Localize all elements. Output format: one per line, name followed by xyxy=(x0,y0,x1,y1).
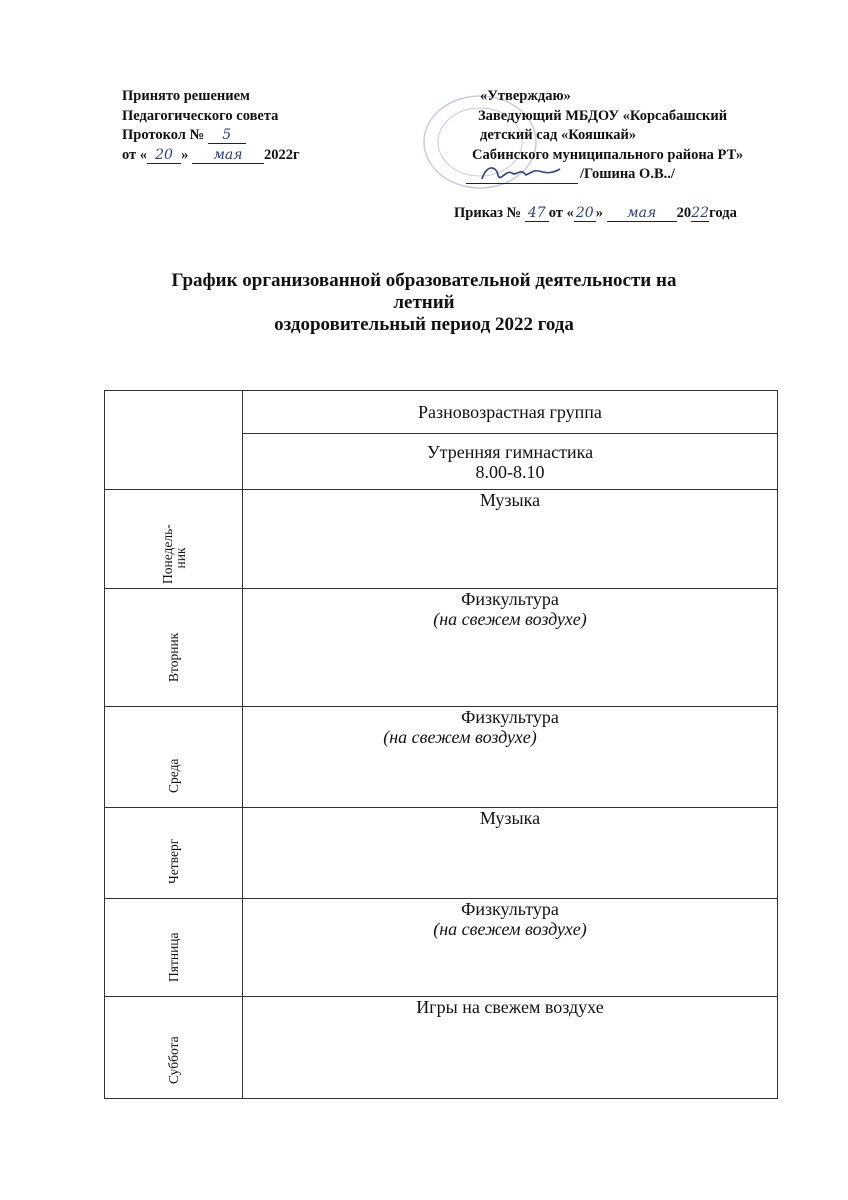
day-label-part: Понедель- xyxy=(159,524,175,584)
order-month: мая xyxy=(607,206,677,222)
title-line-3: оздоровительный период 2022 года xyxy=(274,314,574,335)
order-from: от « xyxy=(548,204,574,221)
date-month: мая xyxy=(192,148,264,164)
activity-name: Музыка xyxy=(479,490,541,510)
signature-icon xyxy=(476,161,566,187)
order-number: 47 xyxy=(525,206,549,222)
activity-name: Музыка xyxy=(479,808,541,828)
page-title xyxy=(100,270,748,336)
order-label: Приказ № xyxy=(454,204,522,221)
group-header: Разновозрастная группа xyxy=(243,391,778,434)
order-line xyxy=(454,204,806,224)
council-approval-block xyxy=(122,87,422,165)
approve-line: «Утверждаю» xyxy=(480,88,571,104)
activity-cell xyxy=(243,589,778,707)
activity-cell xyxy=(243,490,778,589)
day-label: Вторник xyxy=(165,632,181,682)
table-row xyxy=(105,899,778,997)
schedule-table xyxy=(104,390,778,1099)
activity-cell xyxy=(243,808,778,899)
council-line: Педагогического совета xyxy=(122,107,279,124)
day-cell xyxy=(105,899,243,997)
council-date-line xyxy=(122,146,422,166)
table-row xyxy=(105,707,778,808)
day-cell xyxy=(105,589,243,707)
table-row xyxy=(105,808,778,899)
activity-note: (на свежем воздухе) xyxy=(433,609,587,629)
activity-name: Физкультура xyxy=(461,589,559,609)
corner-cell xyxy=(105,391,243,490)
date-mid: » xyxy=(181,146,189,163)
district-line: Сабинского муниципального района РТ» xyxy=(472,146,744,163)
table-row xyxy=(105,589,778,707)
day-label-part: ник xyxy=(172,547,188,569)
protocol-number: 5 xyxy=(208,128,246,144)
morning-cell xyxy=(243,434,778,490)
signature-row xyxy=(466,165,806,185)
group-header-row xyxy=(105,391,778,434)
activity-cell xyxy=(243,707,778,808)
director-approval-block xyxy=(454,87,806,223)
protocol-label: Протокол № xyxy=(122,127,205,143)
day-cell xyxy=(105,997,243,1099)
day-cell xyxy=(105,808,243,899)
activity-cell xyxy=(243,997,778,1099)
morning-time: 8.00-8.10 xyxy=(475,461,545,482)
signatory-name: /Гошина О.В../ xyxy=(580,166,675,182)
day-label: Пятница xyxy=(165,932,181,982)
order-mid: » xyxy=(595,204,604,221)
title-line-1: График организованной образовательной деятельности на xyxy=(171,270,677,291)
date-prefix: от « xyxy=(122,146,148,163)
activity-cell xyxy=(243,899,778,997)
date-day: 20 xyxy=(147,148,181,164)
day-label xyxy=(159,524,188,584)
kindergarten-line: детский сад «Кояшкай» xyxy=(480,127,637,143)
day-label: Четверг xyxy=(165,838,181,884)
table-row xyxy=(105,490,778,589)
order-year-word: года xyxy=(709,204,737,221)
activity-name: Физкультура xyxy=(461,707,559,727)
order-day: 20 xyxy=(574,206,596,222)
title-line-2: летний xyxy=(393,292,455,313)
order-year-suffix: 22 xyxy=(691,204,710,221)
protocol-line xyxy=(122,126,422,146)
morning-title: Утренняя гимнастика xyxy=(426,441,594,462)
day-cell xyxy=(105,490,243,589)
activity-name: Игры на свежем воздухе xyxy=(416,997,604,1017)
day-cell xyxy=(105,707,243,808)
approval-line: Принято решением xyxy=(122,88,250,104)
day-label: Суббота xyxy=(165,1036,181,1084)
table-row xyxy=(105,997,778,1099)
day-label: Среда xyxy=(165,758,181,793)
director-line: Заведующий МБДОУ «Корсабашский xyxy=(478,107,728,124)
activity-note: (на свежем воздухе) xyxy=(433,919,587,939)
order-year-prefix: 20 xyxy=(676,204,692,221)
date-year: 2022г xyxy=(263,146,300,163)
activity-note: (на свежем воздухе) xyxy=(383,727,537,747)
activity-name: Физкультура xyxy=(461,899,559,919)
